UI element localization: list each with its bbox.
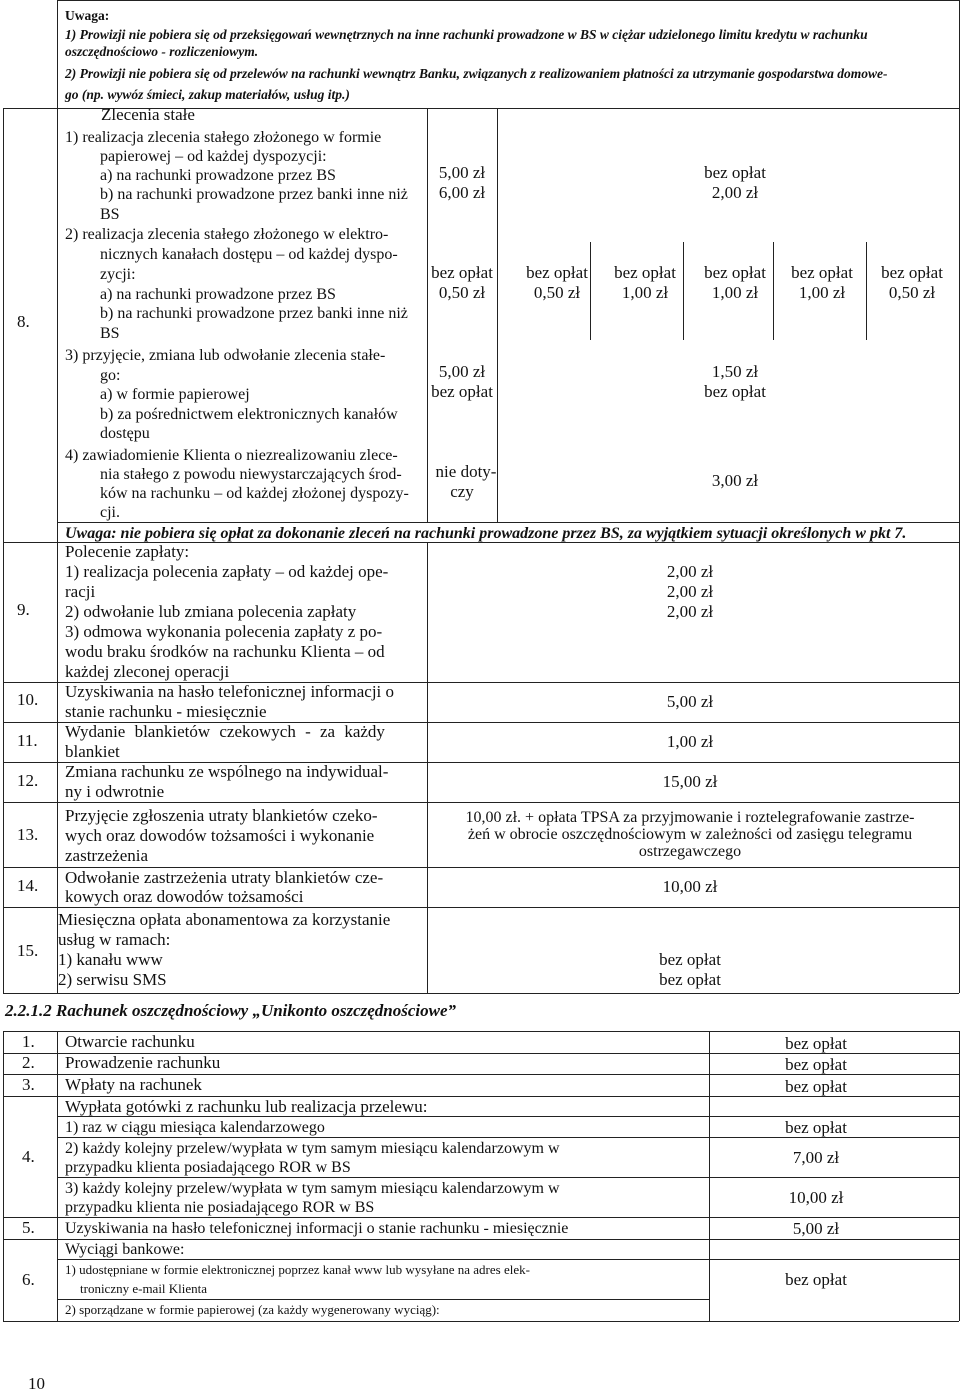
fee-value: bez opłat bbox=[704, 382, 766, 401]
item-text: 2) realizacja zlecenia stałego złożonego w elektro- bbox=[65, 226, 389, 243]
item-text: 2) każdy kolejny przelew/wypłata w tym samym miesiącu kalendarzowym w bbox=[65, 1140, 560, 1157]
fee-value: 5,00 zł bbox=[438, 163, 486, 182]
fee-value: bez opłat bbox=[785, 1270, 847, 1289]
item-text: a) na rachunki prowadzone przez BS bbox=[100, 167, 336, 184]
fee-value: 1,00 zł bbox=[666, 732, 714, 751]
item-text: BS bbox=[100, 325, 120, 342]
item-text: 2) sporządzane w formie papierowej (za każdy wygenerowany wyciąg): bbox=[65, 1302, 440, 1317]
fee-value: 1,00 zł bbox=[711, 283, 759, 302]
fee-value: bez opłat bbox=[431, 263, 493, 282]
row-number: 6. bbox=[22, 1270, 35, 1289]
row-number: 5. bbox=[22, 1218, 35, 1237]
fee-value: 5,00 zł bbox=[792, 1219, 840, 1238]
fee-value: 1,50 zł bbox=[711, 362, 759, 381]
item-text: usług w ramach: bbox=[58, 930, 171, 949]
fee-value: 10,00 zł. + opłata TPSA za przyjmowanie i roztelegrafowanie zastrze- bbox=[465, 809, 915, 826]
item-text: Zmiana rachunku ze wspólnego na indywidual- bbox=[65, 762, 389, 781]
note-line: go (np. wywóz śmieci, zakup materiałów, usług itp.) bbox=[65, 87, 350, 102]
item-text: Otwarcie rachunku bbox=[65, 1032, 195, 1051]
fee-value: 2,00 zł bbox=[666, 602, 714, 621]
fee-value: bez opłat bbox=[659, 950, 721, 969]
fee-value: 1,00 zł bbox=[798, 283, 846, 302]
item-text: Wpłaty na rachunek bbox=[65, 1075, 202, 1094]
note-line: 2) Prowizji nie pobiera się od przelewów na rachunki wewnątrz Banku, związanych z realizowaniem płatności za utrzymanie gospodarstwa domowe- bbox=[65, 66, 888, 81]
item-text: troniczny e-mail Klienta bbox=[80, 1281, 208, 1296]
item-text: wodu braku środków na rachunku Klienta – od bbox=[65, 642, 385, 661]
row-number: 15. bbox=[17, 941, 39, 960]
item-text: nia stałego z powodu niewystarczających środ- bbox=[100, 466, 402, 483]
note-line: 1) Prowizji nie pobiera się od przeksięgowań wewnętrznych na inne rachunki prowadzone w BS w ciężar udzielonego limitu kredytu w rachunku bbox=[65, 27, 868, 42]
item-text: stanie rachunku - miesięcznie bbox=[65, 702, 267, 721]
item-text: 3) każdy kolejny przelew/wypłata w tym samym miesiącu kalendarzowym w bbox=[65, 1180, 560, 1197]
fee-value: bez opłat bbox=[785, 1118, 847, 1137]
item-text: a) w formie papierowej bbox=[100, 386, 250, 403]
item-text: BS bbox=[100, 206, 120, 223]
item-text: ny i odwrotnie bbox=[65, 782, 165, 801]
fee-value: bez opłat bbox=[659, 970, 721, 989]
section-title: Wyciągi bankowe: bbox=[65, 1241, 185, 1258]
item-text: papierowej – od każdej dyspozycji: bbox=[100, 148, 327, 165]
item-text: Odwołanie zastrzeżenia utraty blankietów cze- bbox=[65, 868, 384, 887]
fee-value: 10,00 zł bbox=[788, 1188, 844, 1207]
note-title: Uwaga: bbox=[65, 8, 110, 23]
item-text: cji. bbox=[100, 504, 120, 521]
item-text: kowych oraz dowodów tożsamości bbox=[65, 887, 304, 906]
fee-value: czy bbox=[450, 482, 474, 501]
fee-value: 2,00 zł bbox=[666, 582, 714, 601]
item-text: Uzyskiwania na hasło telefonicznej informacji o bbox=[65, 682, 395, 701]
fee-value: bez opłat bbox=[791, 263, 853, 282]
item-text: b) za pośrednictwem elektronicznych kanałów bbox=[100, 406, 398, 423]
item-text: nicznych kanałach dostępu – od każdej dyspo- bbox=[100, 246, 398, 263]
item-text: dostępu bbox=[100, 425, 150, 442]
item-text: Wydanie blankietów czekowych - za każdy bbox=[65, 722, 385, 741]
item-text: zycji: bbox=[100, 266, 136, 283]
row-number: 9. bbox=[17, 600, 30, 619]
fee-value: bez opłat bbox=[881, 263, 943, 282]
item-text: Przyjęcie zgłoszenia utraty blankietów czeko- bbox=[65, 806, 378, 825]
fee-value: bez opłat bbox=[614, 263, 676, 282]
section-title: Zlecenia stałe bbox=[101, 105, 195, 124]
item-text: 2) serwisu SMS bbox=[58, 970, 167, 989]
row-number: 1. bbox=[22, 1032, 35, 1051]
fee-value: bez opłat bbox=[526, 263, 588, 282]
row-number: 13. bbox=[17, 825, 39, 844]
fee-value: bez opłat bbox=[785, 1077, 847, 1096]
fee-value: 2,00 zł bbox=[666, 562, 714, 581]
item-text: 4) zawiadomienie Klienta o niezrealizowaniu zlece- bbox=[65, 447, 398, 464]
note-text: Uwaga: nie pobiera się opłat za dokonanie zleceń na rachunki prowadzone przez BS, za wyjątkiem sytuacji określonych w pkt 7. bbox=[65, 525, 907, 542]
fee-value: bez opłat bbox=[785, 1055, 847, 1074]
item-text: Uzyskiwania na hasło telefonicznej informacji o stanie rachunku - miesięcznie bbox=[65, 1220, 569, 1237]
fee-value: 2,00 zł bbox=[711, 183, 759, 202]
fee-value: 0,50 zł bbox=[533, 283, 581, 302]
row-number: 2. bbox=[22, 1053, 35, 1072]
row-number: 10. bbox=[17, 690, 39, 709]
fee-value: 10,00 zł bbox=[662, 877, 718, 896]
item-text: go: bbox=[100, 367, 121, 384]
row-number: 14. bbox=[17, 876, 39, 895]
item-text: wych oraz dowodów tożsamości i wykonanie bbox=[65, 826, 375, 845]
item-text: przypadku klienta nie posiadającego ROR w BS bbox=[65, 1199, 375, 1216]
item-text: 1) realizacja zlecenia stałego złożonego w formie bbox=[65, 129, 382, 146]
item-text: racji bbox=[65, 582, 96, 601]
row-number: 4. bbox=[22, 1147, 35, 1166]
section-title: Wypłata gotówki z rachunku lub realizacja przelewu: bbox=[65, 1097, 428, 1116]
fee-value: 15,00 zł bbox=[662, 772, 718, 791]
item-text: przypadku klienta posiadającego ROR w BS bbox=[65, 1159, 351, 1176]
fee-value: bez opłat bbox=[704, 163, 766, 182]
fee-value: nie doty- bbox=[435, 462, 497, 481]
fee-value: 0,50 zł bbox=[888, 283, 936, 302]
item-text: 1) udostępniane w formie elektronicznej poprzez kanał www lub wysyłane na adres elek- bbox=[65, 1262, 530, 1277]
page-number: 10 bbox=[28, 1374, 45, 1393]
fee-value: bez opłat bbox=[431, 382, 493, 401]
fee-value: 6,00 zł bbox=[438, 183, 486, 202]
item-text: zastrzeżenia bbox=[65, 846, 149, 865]
item-text: 3) odmowa wykonania polecenia zapłaty z po- bbox=[65, 622, 383, 641]
item-text: 1) realizacja polecenia zapłaty – od każdej ope- bbox=[65, 562, 389, 581]
item-text: b) na rachunki prowadzone przez banki inne niż bbox=[100, 186, 408, 203]
fee-value: 1,00 zł bbox=[621, 283, 669, 302]
section-heading: 2.2.1.2 Rachunek oszczędnościowy „Unikonto oszczędnościowe” bbox=[5, 1001, 456, 1020]
row-number: 3. bbox=[22, 1075, 35, 1094]
item-text: b) na rachunki prowadzone przez banki inne niż bbox=[100, 305, 408, 322]
fee-value: bez opłat bbox=[785, 1034, 847, 1053]
section-title: Polecenie zapłaty: bbox=[65, 542, 190, 561]
fee-value: 7,00 zł bbox=[792, 1148, 840, 1167]
item-text: a) na rachunki prowadzone przez BS bbox=[100, 286, 336, 303]
row-number: 12. bbox=[17, 771, 39, 790]
item-text: każdej zleconej operacji bbox=[65, 662, 230, 681]
row-number: 11. bbox=[17, 731, 38, 750]
item-text: ków na rachunku – od każdej złożonej dyspozy- bbox=[100, 485, 409, 502]
fee-value: żeń w obrocie oszczędnościowym w zależności od zasięgu telegramu bbox=[467, 826, 913, 843]
item-text: 2) odwołanie lub zmiana polecenia zapłaty bbox=[65, 602, 357, 621]
fee-value: ostrzegawczego bbox=[638, 843, 742, 860]
note-line: oszczędnościowo - rozliczeniowym. bbox=[65, 44, 259, 59]
item-text: Prowadzenie rachunku bbox=[65, 1053, 221, 1072]
item-text: Miesięczna opłata abonamentowa za korzystanie bbox=[58, 910, 391, 929]
item-text: 3) przyjęcie, zmiana lub odwołanie zlecenia stałe- bbox=[65, 347, 386, 364]
fee-value: bez opłat bbox=[704, 263, 766, 282]
item-text: 1) raz w ciągu miesiąca kalendarzowego bbox=[65, 1119, 325, 1136]
fee-value: 5,00 zł bbox=[666, 692, 714, 711]
fee-value: 5,00 zł bbox=[438, 362, 486, 381]
item-text: 1) kanału www bbox=[58, 950, 163, 969]
row-number: 8. bbox=[17, 312, 30, 331]
fee-value: 3,00 zł bbox=[711, 471, 759, 490]
item-text: blankiet bbox=[65, 742, 120, 761]
fee-value: 0,50 zł bbox=[438, 283, 486, 302]
